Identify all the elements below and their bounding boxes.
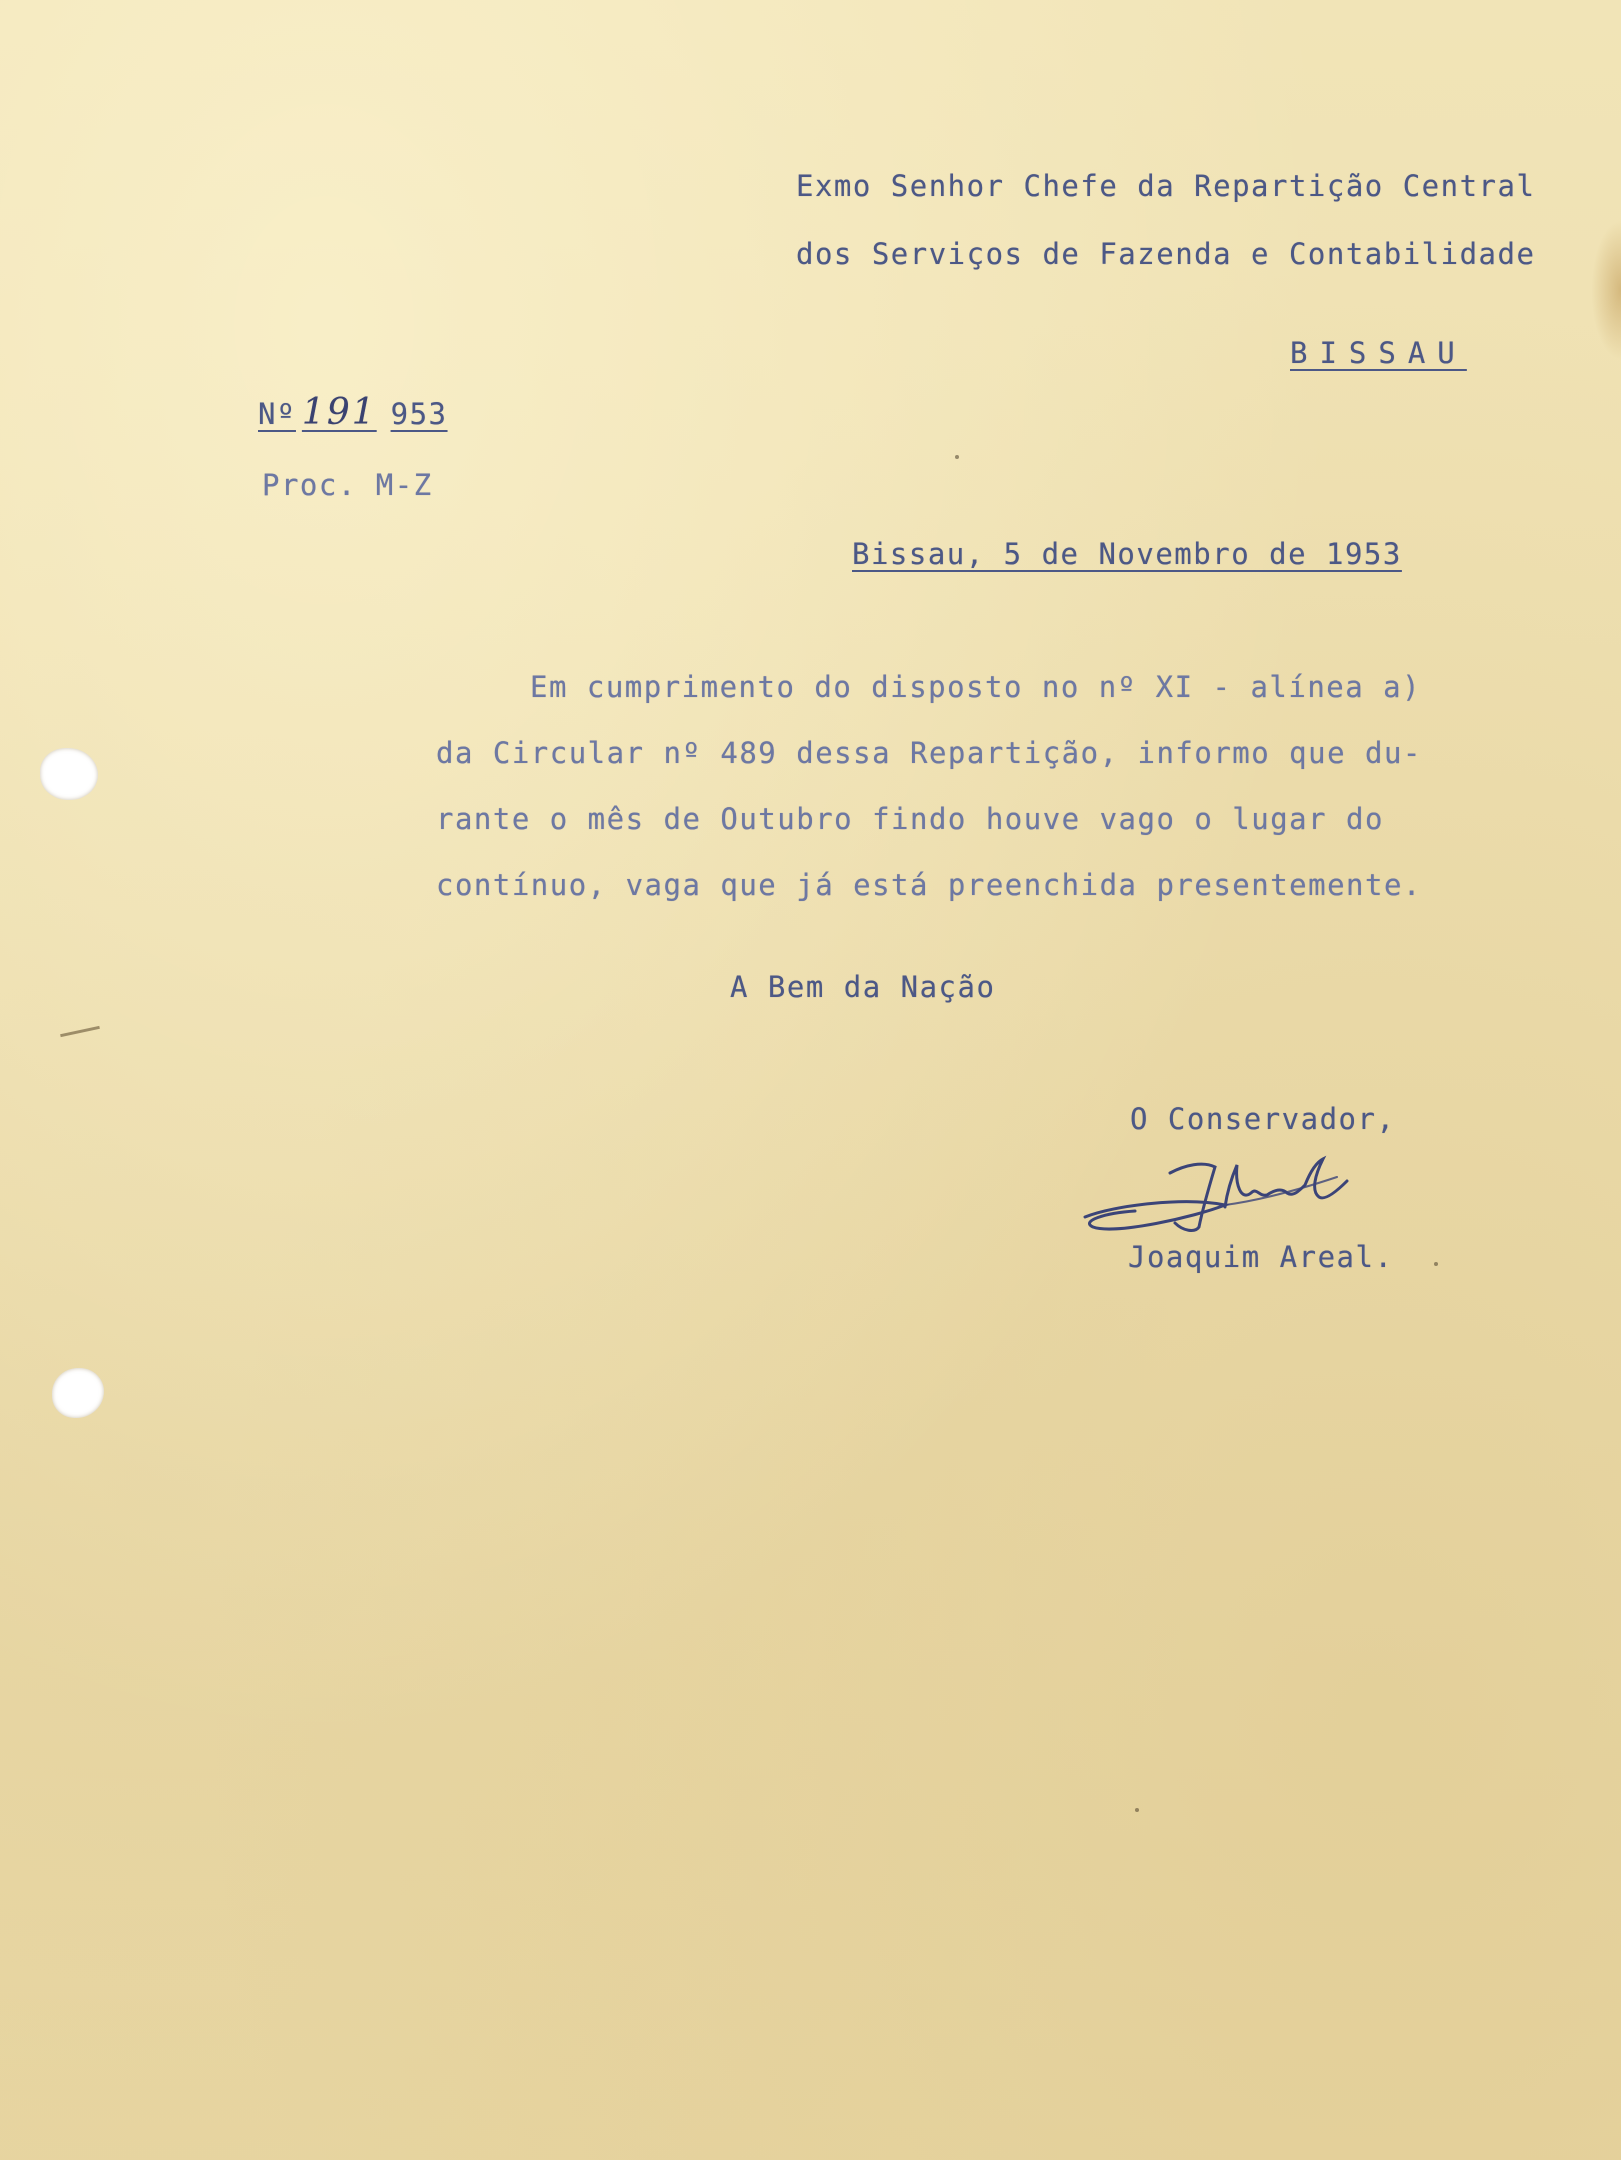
reference-number-prefix: Nº — [258, 397, 296, 431]
paper-speck — [1434, 1262, 1438, 1266]
reference-number-year: 953 — [390, 397, 448, 431]
paper-speck — [955, 455, 959, 459]
punch-hole-bottom — [52, 1368, 104, 1418]
handwritten-signature — [1075, 1135, 1375, 1245]
recipient-line-2: dos Serviços de Fazenda e Contabilidade — [796, 237, 1536, 271]
body-line-4: contínuo, vaga que já está preenchida presentemente. — [436, 868, 1422, 902]
paper-speck — [1135, 1808, 1139, 1812]
paper-stain — [1591, 220, 1621, 360]
reference-process: Proc. M-Z — [262, 468, 433, 502]
signature-name: Joaquim Areal. — [1128, 1240, 1394, 1274]
closing-salutation: A Bem da Nação — [730, 970, 996, 1004]
recipient-city: BISSAU — [1290, 336, 1467, 370]
body-line-2: da Circular nº 489 dessa Repartição, informo que du- — [436, 736, 1422, 770]
reference-number — [258, 392, 448, 433]
date-line: Bissau, 5 de Novembro de 1953 — [852, 537, 1402, 571]
reference-number-handwritten: 191 — [301, 392, 377, 433]
paper-edge-mark — [60, 1026, 100, 1037]
body-line-3: rante o mês de Outubro findo houve vago o lugar do — [436, 802, 1384, 836]
recipient-line-1: Exmo Senhor Chefe da Repartição Central — [796, 169, 1536, 203]
punch-hole-top — [40, 748, 98, 800]
body-line-1: Em cumprimento do disposto no nº XI - alínea a) — [530, 670, 1422, 704]
signature-title: O Conservador, — [1130, 1102, 1396, 1136]
